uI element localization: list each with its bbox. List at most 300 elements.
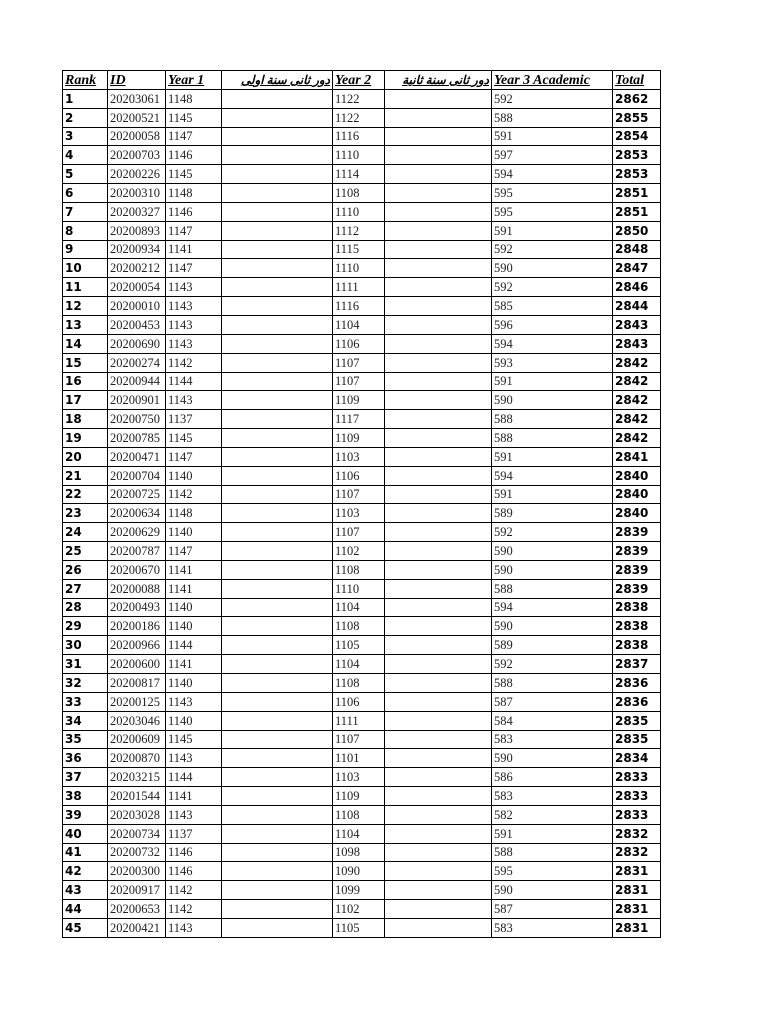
id-cell: 20203215 <box>108 768 166 787</box>
table-row <box>63 579 661 598</box>
id-cell: 20200054 <box>108 278 166 297</box>
year2-cell: 1104 <box>333 824 385 843</box>
total-cell: 2841 <box>613 447 661 466</box>
year1-cell: 1144 <box>166 636 222 655</box>
year3-cell: 591 <box>492 447 613 466</box>
rank-cell: 14 <box>63 334 108 353</box>
year2-cell: 1111 <box>333 711 385 730</box>
rank-cell: 9 <box>63 240 108 259</box>
table-row <box>63 636 661 655</box>
header-year1: Year 1 <box>166 71 222 90</box>
year2-cell: 1103 <box>333 768 385 787</box>
table-row <box>63 749 661 768</box>
rank-cell: 36 <box>63 749 108 768</box>
rank-cell: 6 <box>63 184 108 203</box>
year2-retake-cell <box>385 881 492 900</box>
header-year3: Year 3 Academic <box>492 71 613 90</box>
rank-cell: 18 <box>63 410 108 429</box>
table-row <box>63 315 661 334</box>
year3-cell: 588 <box>492 674 613 693</box>
total-cell: 2838 <box>613 636 661 655</box>
total-cell: 2835 <box>613 730 661 749</box>
table-row <box>63 297 661 316</box>
year2-cell: 1108 <box>333 617 385 636</box>
id-cell: 20203028 <box>108 805 166 824</box>
year2-retake-cell <box>385 202 492 221</box>
year1-retake-cell <box>222 768 333 787</box>
year1-retake-cell <box>222 598 333 617</box>
year2-cell: 1110 <box>333 259 385 278</box>
id-cell: 20200493 <box>108 598 166 617</box>
year2-cell: 1104 <box>333 315 385 334</box>
year1-retake-cell <box>222 259 333 278</box>
year2-cell: 1111 <box>333 278 385 297</box>
rank-cell: 39 <box>63 805 108 824</box>
id-cell: 20200917 <box>108 881 166 900</box>
year2-retake-cell <box>385 127 492 146</box>
year1-retake-cell <box>222 127 333 146</box>
year3-cell: 597 <box>492 146 613 165</box>
year1-retake-cell <box>222 372 333 391</box>
year2-cell: 1104 <box>333 598 385 617</box>
table-row <box>63 184 661 203</box>
table-row <box>63 523 661 542</box>
rank-cell: 42 <box>63 862 108 881</box>
year1-cell: 1140 <box>166 598 222 617</box>
year2-cell: 1108 <box>333 805 385 824</box>
year3-cell: 595 <box>492 184 613 203</box>
year1-retake-cell <box>222 429 333 448</box>
year2-retake-cell <box>385 579 492 598</box>
year1-retake-cell <box>222 674 333 693</box>
year2-retake-cell <box>385 184 492 203</box>
year1-cell: 1143 <box>166 315 222 334</box>
rank-cell: 28 <box>63 598 108 617</box>
rank-cell: 25 <box>63 542 108 561</box>
year2-cell: 1107 <box>333 730 385 749</box>
year3-cell: 592 <box>492 278 613 297</box>
total-cell: 2853 <box>613 165 661 184</box>
year3-cell: 592 <box>492 240 613 259</box>
year2-retake-cell <box>385 805 492 824</box>
year1-cell: 1141 <box>166 560 222 579</box>
year1-retake-cell <box>222 108 333 127</box>
year1-retake-cell <box>222 579 333 598</box>
rank-cell: 15 <box>63 353 108 372</box>
table-row <box>63 504 661 523</box>
total-cell: 2842 <box>613 391 661 410</box>
table-row <box>63 918 661 937</box>
header-rank: Rank <box>63 71 108 90</box>
rank-cell: 37 <box>63 768 108 787</box>
year2-retake-cell <box>385 598 492 617</box>
year2-retake-cell <box>385 655 492 674</box>
year2-retake-cell <box>385 749 492 768</box>
id-cell: 20200310 <box>108 184 166 203</box>
total-cell: 2838 <box>613 598 661 617</box>
year1-retake-cell <box>222 202 333 221</box>
total-cell: 2833 <box>613 805 661 824</box>
id-cell: 20200934 <box>108 240 166 259</box>
total-cell: 2840 <box>613 466 661 485</box>
total-cell: 2839 <box>613 579 661 598</box>
year2-retake-cell <box>385 560 492 579</box>
year1-retake-cell <box>222 485 333 504</box>
year2-cell: 1114 <box>333 165 385 184</box>
year1-cell: 1148 <box>166 504 222 523</box>
rank-cell: 17 <box>63 391 108 410</box>
table-row <box>63 108 661 127</box>
year1-retake-cell <box>222 447 333 466</box>
year3-cell: 587 <box>492 692 613 711</box>
total-cell: 2833 <box>613 768 661 787</box>
year1-cell: 1137 <box>166 410 222 429</box>
results-table <box>62 70 661 938</box>
rank-cell: 12 <box>63 297 108 316</box>
year2-retake-cell <box>385 353 492 372</box>
table-row <box>63 805 661 824</box>
year2-cell: 1107 <box>333 523 385 542</box>
year1-retake-cell <box>222 843 333 862</box>
year1-retake-cell <box>222 391 333 410</box>
year1-retake-cell <box>222 240 333 259</box>
year2-cell: 1122 <box>333 108 385 127</box>
table-row <box>63 89 661 108</box>
total-cell: 2842 <box>613 410 661 429</box>
year2-retake-cell <box>385 391 492 410</box>
id-cell: 20200703 <box>108 146 166 165</box>
id-cell: 20200734 <box>108 824 166 843</box>
year3-cell: 592 <box>492 89 613 108</box>
rank-cell: 11 <box>63 278 108 297</box>
table-row <box>63 391 661 410</box>
year2-retake-cell <box>385 297 492 316</box>
id-cell: 20200690 <box>108 334 166 353</box>
rank-cell: 27 <box>63 579 108 598</box>
year2-retake-cell <box>385 240 492 259</box>
id-cell: 20200010 <box>108 297 166 316</box>
year3-cell: 585 <box>492 297 613 316</box>
year2-retake-cell <box>385 523 492 542</box>
table-row <box>63 542 661 561</box>
year1-retake-cell <box>222 184 333 203</box>
rank-cell: 7 <box>63 202 108 221</box>
year1-cell: 1142 <box>166 881 222 900</box>
year2-cell: 1110 <box>333 202 385 221</box>
year3-cell: 591 <box>492 485 613 504</box>
rank-cell: 10 <box>63 259 108 278</box>
table-row <box>63 202 661 221</box>
table-row <box>63 447 661 466</box>
year1-cell: 1147 <box>166 221 222 240</box>
year1-retake-cell <box>222 146 333 165</box>
year1-cell: 1142 <box>166 353 222 372</box>
year1-retake-cell <box>222 410 333 429</box>
year2-retake-cell <box>385 542 492 561</box>
year2-cell: 1105 <box>333 636 385 655</box>
year2-retake-cell <box>385 485 492 504</box>
rank-cell: 24 <box>63 523 108 542</box>
year1-retake-cell <box>222 692 333 711</box>
id-cell: 20203061 <box>108 89 166 108</box>
year1-cell: 1143 <box>166 297 222 316</box>
year3-cell: 592 <box>492 655 613 674</box>
year2-cell: 1110 <box>333 579 385 598</box>
year3-cell: 590 <box>492 560 613 579</box>
table-row <box>63 410 661 429</box>
year2-retake-cell <box>385 862 492 881</box>
year2-retake-cell <box>385 900 492 919</box>
id-cell: 20200704 <box>108 466 166 485</box>
year1-retake-cell <box>222 504 333 523</box>
year3-cell: 588 <box>492 108 613 127</box>
id-cell: 20200125 <box>108 692 166 711</box>
total-cell: 2842 <box>613 372 661 391</box>
year2-retake-cell <box>385 447 492 466</box>
year2-cell: 1109 <box>333 429 385 448</box>
year3-cell: 590 <box>492 542 613 561</box>
year2-retake-cell <box>385 259 492 278</box>
table-row <box>63 843 661 862</box>
year1-cell: 1145 <box>166 108 222 127</box>
year1-retake-cell <box>222 655 333 674</box>
year1-cell: 1143 <box>166 749 222 768</box>
year2-cell: 1116 <box>333 127 385 146</box>
rank-cell: 41 <box>63 843 108 862</box>
total-cell: 2855 <box>613 108 661 127</box>
rank-cell: 13 <box>63 315 108 334</box>
year2-retake-cell <box>385 372 492 391</box>
year3-cell: 583 <box>492 730 613 749</box>
total-cell: 2850 <box>613 221 661 240</box>
id-cell: 20200186 <box>108 617 166 636</box>
id-cell: 20200750 <box>108 410 166 429</box>
header-row <box>63 71 661 90</box>
year3-cell: 591 <box>492 221 613 240</box>
table-row <box>63 372 661 391</box>
total-cell: 2839 <box>613 560 661 579</box>
year2-cell: 1117 <box>333 410 385 429</box>
rank-cell: 22 <box>63 485 108 504</box>
table-row <box>63 560 661 579</box>
year1-retake-cell <box>222 824 333 843</box>
id-cell: 20200966 <box>108 636 166 655</box>
id-cell: 20200670 <box>108 560 166 579</box>
year2-cell: 1116 <box>333 297 385 316</box>
table-row <box>63 353 661 372</box>
year3-cell: 590 <box>492 391 613 410</box>
total-cell: 2840 <box>613 485 661 504</box>
id-cell: 20200870 <box>108 749 166 768</box>
rank-cell: 35 <box>63 730 108 749</box>
year2-cell: 1107 <box>333 485 385 504</box>
table-row <box>63 730 661 749</box>
year3-cell: 594 <box>492 466 613 485</box>
year2-retake-cell <box>385 165 492 184</box>
table-row <box>63 165 661 184</box>
total-cell: 2831 <box>613 881 661 900</box>
year2-retake-cell <box>385 768 492 787</box>
rank-cell: 30 <box>63 636 108 655</box>
year3-cell: 590 <box>492 259 613 278</box>
year3-cell: 595 <box>492 862 613 881</box>
total-cell: 2854 <box>613 127 661 146</box>
year1-cell: 1141 <box>166 655 222 674</box>
total-cell: 2831 <box>613 900 661 919</box>
year3-cell: 595 <box>492 202 613 221</box>
id-cell: 20200944 <box>108 372 166 391</box>
header-year2: Year 2 <box>333 71 385 90</box>
table-row <box>63 466 661 485</box>
id-cell: 20200609 <box>108 730 166 749</box>
year1-retake-cell <box>222 165 333 184</box>
year1-cell: 1143 <box>166 391 222 410</box>
rank-cell: 19 <box>63 429 108 448</box>
year1-cell: 1147 <box>166 259 222 278</box>
table-row <box>63 334 661 353</box>
rank-cell: 31 <box>63 655 108 674</box>
table-row <box>63 862 661 881</box>
year1-cell: 1141 <box>166 579 222 598</box>
table-row <box>63 787 661 806</box>
year1-retake-cell <box>222 900 333 919</box>
id-cell: 20200634 <box>108 504 166 523</box>
year2-cell: 1112 <box>333 221 385 240</box>
rank-cell: 26 <box>63 560 108 579</box>
year1-cell: 1144 <box>166 372 222 391</box>
table-row <box>63 711 661 730</box>
table-row <box>63 598 661 617</box>
table-row <box>63 824 661 843</box>
year2-cell: 1107 <box>333 372 385 391</box>
total-cell: 2832 <box>613 824 661 843</box>
year1-retake-cell <box>222 89 333 108</box>
year2-retake-cell <box>385 221 492 240</box>
year3-cell: 591 <box>492 824 613 843</box>
table-row <box>63 429 661 448</box>
id-cell: 20200785 <box>108 429 166 448</box>
year3-cell: 584 <box>492 711 613 730</box>
year1-cell: 1147 <box>166 447 222 466</box>
year2-cell: 1098 <box>333 843 385 862</box>
total-cell: 2848 <box>613 240 661 259</box>
year2-cell: 1102 <box>333 900 385 919</box>
year2-cell: 1109 <box>333 787 385 806</box>
id-cell: 20200653 <box>108 900 166 919</box>
year2-cell: 1103 <box>333 504 385 523</box>
header-year2-retake: دور ثانى سنة ثانية <box>385 71 492 90</box>
id-cell: 20200732 <box>108 843 166 862</box>
id-cell: 20200421 <box>108 918 166 937</box>
rank-cell: 8 <box>63 221 108 240</box>
year1-cell: 1144 <box>166 768 222 787</box>
year1-cell: 1145 <box>166 730 222 749</box>
year1-retake-cell <box>222 711 333 730</box>
id-cell: 20200893 <box>108 221 166 240</box>
year1-cell: 1148 <box>166 184 222 203</box>
year3-cell: 589 <box>492 636 613 655</box>
year1-retake-cell <box>222 466 333 485</box>
rank-cell: 45 <box>63 918 108 937</box>
year3-cell: 588 <box>492 843 613 862</box>
rank-cell: 43 <box>63 881 108 900</box>
year3-cell: 590 <box>492 749 613 768</box>
year2-cell: 1108 <box>333 560 385 579</box>
year2-cell: 1102 <box>333 542 385 561</box>
rank-cell: 38 <box>63 787 108 806</box>
year2-retake-cell <box>385 504 492 523</box>
year3-cell: 589 <box>492 504 613 523</box>
year2-retake-cell <box>385 636 492 655</box>
year3-cell: 583 <box>492 918 613 937</box>
rank-cell: 40 <box>63 824 108 843</box>
year2-retake-cell <box>385 429 492 448</box>
table-row <box>63 278 661 297</box>
rank-cell: 16 <box>63 372 108 391</box>
total-cell: 2839 <box>613 523 661 542</box>
year1-cell: 1143 <box>166 334 222 353</box>
year1-cell: 1137 <box>166 824 222 843</box>
year2-cell: 1103 <box>333 447 385 466</box>
total-cell: 2836 <box>613 674 661 693</box>
id-cell: 20200274 <box>108 353 166 372</box>
year1-cell: 1141 <box>166 240 222 259</box>
rank-cell: 1 <box>63 89 108 108</box>
year1-retake-cell <box>222 523 333 542</box>
year2-retake-cell <box>385 824 492 843</box>
header-id: ID <box>108 71 166 90</box>
year1-cell: 1143 <box>166 692 222 711</box>
table-row <box>63 617 661 636</box>
table-row <box>63 259 661 278</box>
total-cell: 2831 <box>613 862 661 881</box>
year1-cell: 1146 <box>166 202 222 221</box>
year1-retake-cell <box>222 881 333 900</box>
rank-cell: 44 <box>63 900 108 919</box>
year2-retake-cell <box>385 711 492 730</box>
year1-cell: 1146 <box>166 146 222 165</box>
year2-retake-cell <box>385 89 492 108</box>
total-cell: 2834 <box>613 749 661 768</box>
table-row <box>63 146 661 165</box>
rank-cell: 3 <box>63 127 108 146</box>
id-cell: 20200453 <box>108 315 166 334</box>
year1-retake-cell <box>222 297 333 316</box>
header-year1-retake: دور ثانى سنة اولى <box>222 71 333 90</box>
id-cell: 20200787 <box>108 542 166 561</box>
table-row <box>63 221 661 240</box>
total-cell: 2839 <box>613 542 661 561</box>
year2-retake-cell <box>385 278 492 297</box>
table-row <box>63 674 661 693</box>
year1-retake-cell <box>222 353 333 372</box>
year1-retake-cell <box>222 787 333 806</box>
year2-cell: 1108 <box>333 674 385 693</box>
total-cell: 2831 <box>613 918 661 937</box>
year1-retake-cell <box>222 805 333 824</box>
id-cell: 20200521 <box>108 108 166 127</box>
id-cell: 20200327 <box>108 202 166 221</box>
id-cell: 20200212 <box>108 259 166 278</box>
year2-retake-cell <box>385 410 492 429</box>
year2-cell: 1107 <box>333 353 385 372</box>
year1-retake-cell <box>222 730 333 749</box>
year1-cell: 1147 <box>166 542 222 561</box>
rank-cell: 20 <box>63 447 108 466</box>
id-cell: 20200471 <box>108 447 166 466</box>
year3-cell: 583 <box>492 787 613 806</box>
total-cell: 2844 <box>613 297 661 316</box>
